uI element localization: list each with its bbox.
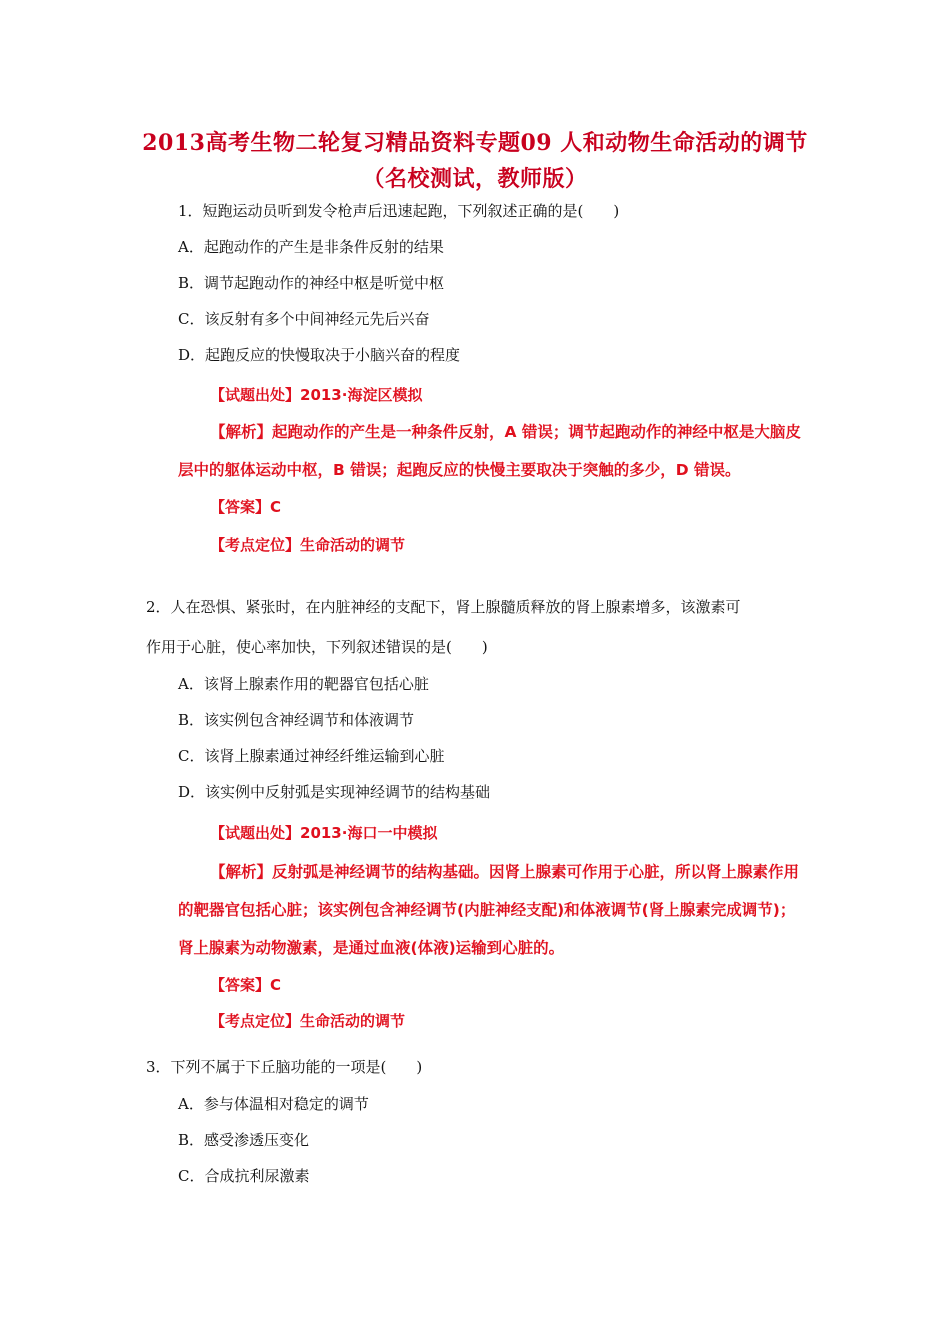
question-3-option-b: B．感受渗透压变化	[178, 1131, 310, 1149]
question-1-analysis-line-2: 层中的躯体运动中枢，B 错误；起跑反应的快慢主要取决于突触的多少，D 错误。	[178, 461, 741, 479]
question-3-option-a: A．参与体温相对稳定的调节	[178, 1095, 369, 1113]
question-2-analysis-line-3: 肾上腺素为动物激素，是通过血液(体液)运输到心脏的。	[178, 939, 565, 957]
question-2-analysis-line-2: 的靶器官包括心脏；该实例包含神经调节(内脏神经支配)和体液调节(肾上腺素完成调节)；	[178, 901, 796, 919]
question-2-source: 【试题出处】2013·海口一中模拟	[210, 824, 438, 842]
question-2-option-a: A．该肾上腺素作用的靶器官包括心脏	[178, 675, 429, 693]
document-title: 2013高考生物二轮复习精品资料专题09 人和动物生命活动的调节	[142, 130, 808, 156]
document-subtitle: （名校测试，教师版）	[362, 166, 588, 192]
question-1-option-d: D．起跑反应的快慢取决于小脑兴奋的程度	[178, 346, 461, 364]
question-2-stem-line-1: 2．人在恐惧、紧张时，在内脏神经的支配下，肾上腺髓质释放的肾上腺素增多，该激素可	[146, 598, 741, 616]
question-1-option-a: A．起跑动作的产生是非条件反射的结果	[178, 238, 444, 256]
question-1-option-c: C．该反射有多个中间神经元先后兴奋	[178, 310, 430, 328]
question-2-option-b: B．该实例包含神经调节和体液调节	[178, 711, 415, 729]
question-1-source: 【试题出处】2013·海淀区模拟	[210, 386, 423, 404]
question-3-stem: 3．下列不属于下丘脑功能的一项是( )	[146, 1058, 423, 1076]
question-2-analysis-line-1: 【解析】反射弧是神经调节的结构基础。因肾上腺素可作用于心脏，所以肾上腺素作用	[210, 863, 800, 881]
question-1-analysis-line-1: 【解析】起跑动作的产生是一种条件反射，A 错误；调节起跑动作的神经中枢是大脑皮	[210, 423, 801, 441]
question-2-stem-line-2: 作用于心脏，使心率加快，下列叙述错误的是( )	[146, 638, 488, 656]
question-2-answer: 【答案】C	[210, 976, 282, 994]
question-2-point: 【考点定位】生命活动的调节	[210, 1012, 406, 1030]
question-1-answer: 【答案】C	[210, 498, 282, 516]
question-1-point: 【考点定位】生命活动的调节	[210, 536, 406, 554]
question-1-option-b: B．调节起跑动作的神经中枢是听觉中枢	[178, 274, 445, 292]
question-2-option-d: D．该实例中反射弧是实现神经调节的结构基础	[178, 783, 491, 801]
question-2-option-c: C．该肾上腺素通过神经纤维运输到心脏	[178, 747, 445, 765]
question-1-stem: 1．短跑运动员听到发令枪声后迅速起跑，下列叙述正确的是( )	[178, 202, 620, 220]
question-3-option-c: C．合成抗利尿激素	[178, 1167, 310, 1185]
